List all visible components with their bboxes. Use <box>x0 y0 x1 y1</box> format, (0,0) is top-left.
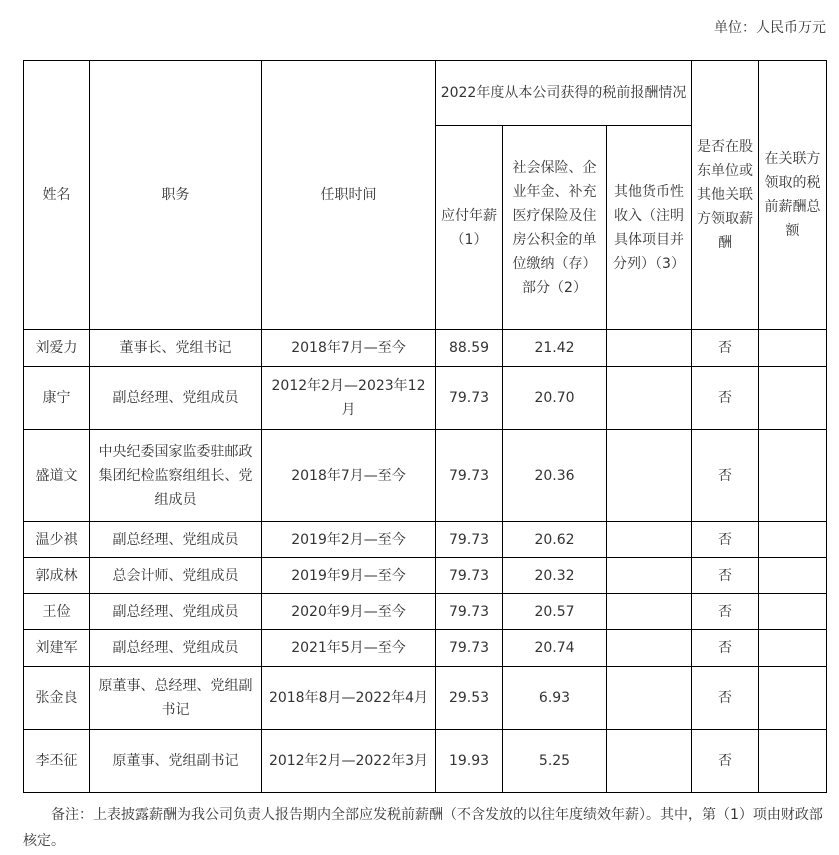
table-row <box>24 630 827 667</box>
position-cell: 总会计师、党组成员 <box>90 558 262 594</box>
related-pay-cell <box>759 367 827 430</box>
insurance-cell: 20.36 <box>503 430 607 522</box>
insurance-cell: 6.93 <box>503 667 607 730</box>
name-cell: 王俭 <box>24 594 90 630</box>
salary-cell: 88.59 <box>436 330 503 367</box>
compensation-table <box>23 60 827 793</box>
other-income-cell <box>607 730 692 793</box>
other-income-cell <box>607 594 692 630</box>
insurance-cell: 20.57 <box>503 594 607 630</box>
position-cell: 副总经理、党组成员 <box>90 367 262 430</box>
related-pay-cell <box>759 330 827 367</box>
other-income-cell <box>607 367 692 430</box>
header-shareholder-pay: 是否在股东单位或其他关联方领取薪酬 <box>692 61 759 330</box>
header-name: 姓名 <box>24 61 90 330</box>
tenure-cell: 2018年7月—至今 <box>262 430 436 522</box>
related-pay-cell <box>759 667 827 730</box>
shareholder-pay-cell: 否 <box>692 430 759 522</box>
shareholder-pay-cell: 否 <box>692 630 759 667</box>
tenure-cell: 2021年5月—至今 <box>262 630 436 667</box>
other-income-cell <box>607 330 692 367</box>
tenure-cell: 2020年9月—至今 <box>262 594 436 630</box>
other-income-cell <box>607 558 692 594</box>
shareholder-pay-cell: 否 <box>692 367 759 430</box>
tenure-cell: 2012年2月—2023年12月 <box>262 367 436 430</box>
other-income-cell <box>607 430 692 522</box>
table-row <box>24 330 827 367</box>
tenure-cell: 2018年8月—2022年4月 <box>262 667 436 730</box>
salary-cell: 79.73 <box>436 367 503 430</box>
table-row <box>24 594 827 630</box>
insurance-cell: 20.70 <box>503 367 607 430</box>
salary-cell: 79.73 <box>436 522 503 558</box>
unit-label: 单位：人民币万元 <box>714 20 826 36</box>
related-pay-cell <box>759 522 827 558</box>
salary-cell: 19.93 <box>436 730 503 793</box>
header-annual-salary: 应付年薪（1） <box>436 126 503 330</box>
name-cell: 郭成林 <box>24 558 90 594</box>
tenure-cell: 2019年9月—至今 <box>262 558 436 594</box>
salary-cell: 79.73 <box>436 594 503 630</box>
salary-cell: 79.73 <box>436 630 503 667</box>
position-cell: 副总经理、党组成员 <box>90 594 262 630</box>
salary-cell: 79.73 <box>436 430 503 522</box>
name-cell: 康宁 <box>24 367 90 430</box>
shareholder-pay-cell: 否 <box>692 730 759 793</box>
related-pay-cell <box>759 630 827 667</box>
related-pay-cell <box>759 730 827 793</box>
table-row <box>24 558 827 594</box>
header-tenure: 任职时间 <box>262 61 436 330</box>
shareholder-pay-cell: 否 <box>692 330 759 367</box>
name-cell: 温少祺 <box>24 522 90 558</box>
position-cell: 副总经理、党组成员 <box>90 630 262 667</box>
related-pay-cell <box>759 594 827 630</box>
name-cell: 刘建军 <box>24 630 90 667</box>
related-pay-cell <box>759 558 827 594</box>
shareholder-pay-cell: 否 <box>692 522 759 558</box>
table-row <box>24 430 827 522</box>
table-row <box>24 522 827 558</box>
table-row <box>24 667 827 730</box>
position-cell: 原董事、总经理、党组副书记 <box>90 667 262 730</box>
related-pay-cell <box>759 430 827 522</box>
header-row-1 <box>24 61 827 126</box>
header-insurance: 社会保险、企业年金、补充医疗保险及住房公积金的单位缴纳（存）部分（2） <box>503 126 607 330</box>
footnote: 备注：上表披露薪酬为我公司负责人报告期内全部应发税前薪酬（不含发放的以往年度绩效年薪）。其中，第（1）项由财政部核定。 <box>23 807 823 849</box>
other-income-cell <box>607 630 692 667</box>
salary-cell: 29.53 <box>436 667 503 730</box>
other-income-cell <box>607 667 692 730</box>
insurance-cell: 21.42 <box>503 330 607 367</box>
shareholder-pay-cell: 否 <box>692 667 759 730</box>
tenure-cell: 2018年7月—至今 <box>262 330 436 367</box>
position-cell: 中央纪委国家监委驻邮政集团纪检监察组组长、党组成员 <box>90 430 262 522</box>
position-cell: 董事长、党组书记 <box>90 330 262 367</box>
table-row <box>24 367 827 430</box>
insurance-cell: 20.62 <box>503 522 607 558</box>
salary-cell: 79.73 <box>436 558 503 594</box>
insurance-cell: 5.25 <box>503 730 607 793</box>
name-cell: 盛道文 <box>24 430 90 522</box>
shareholder-pay-cell: 否 <box>692 558 759 594</box>
insurance-cell: 20.32 <box>503 558 607 594</box>
header-position: 职务 <box>90 61 262 330</box>
header-compensation-group: 2022年度从本公司获得的税前报酬情况 <box>436 61 692 126</box>
header-other-income: 其他货币性收入（注明具体项目并分列）（3） <box>607 126 692 330</box>
position-cell: 原董事、党组副书记 <box>90 730 262 793</box>
name-cell: 刘爱力 <box>24 330 90 367</box>
insurance-cell: 20.74 <box>503 630 607 667</box>
name-cell: 张金良 <box>24 667 90 730</box>
tenure-cell: 2019年2月—至今 <box>262 522 436 558</box>
table-row <box>24 730 827 793</box>
position-cell: 副总经理、党组成员 <box>90 522 262 558</box>
other-income-cell <box>607 522 692 558</box>
tenure-cell: 2012年2月—2022年3月 <box>262 730 436 793</box>
name-cell: 李丕征 <box>24 730 90 793</box>
header-related-pay-total: 在关联方领取的税前薪酬总额 <box>759 61 827 330</box>
shareholder-pay-cell: 否 <box>692 594 759 630</box>
